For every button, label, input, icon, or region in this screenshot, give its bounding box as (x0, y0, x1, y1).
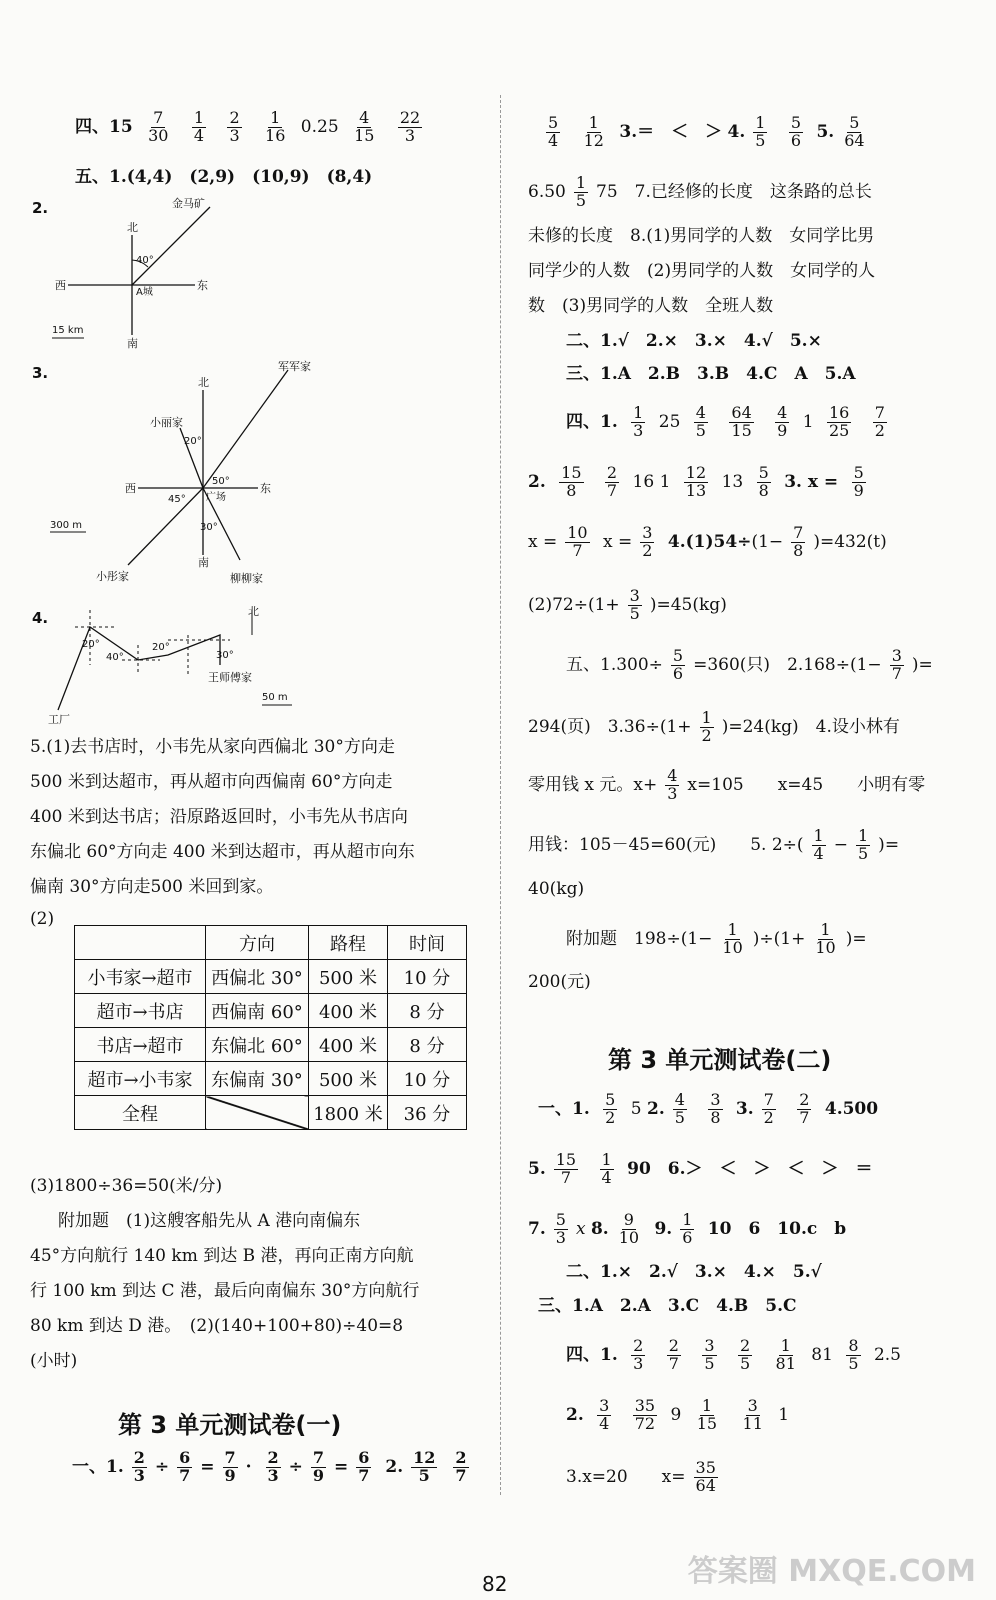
answer-t5: 三、1.A 2.A 3.C 4.B 5.C (538, 1296, 797, 1316)
svg-text:20°: 20° (184, 436, 202, 447)
svg-text:工厂: 工厂 (48, 713, 70, 725)
q5-part-2: (2) (30, 909, 55, 929)
svg-text:30°: 30° (216, 650, 234, 661)
svg-text:北: 北 (127, 221, 138, 234)
extra-line: 行 100 km 到达 C 港，最后向南偏东 30°方向航行 (30, 1281, 420, 1301)
answer-t1: 一、1. $\frac{5}{2}$ 5 2. $\frac{4}{5}$ $\frac{3}{8}$ 3. $\frac{7}{2}$ $\frac{2}{7}$ 4.500 (538, 1090, 879, 1127)
table-row: 超市→书店 西偏南 60° 400 米 8 分 (75, 994, 467, 1028)
svg-text:军军家: 军军家 (278, 360, 311, 373)
answer-s4-3: x = $\frac{10}{7}$ x = $\frac{3}{2}$ 4.(1)54÷(1− $\frac{7}{8}$ )=432(t) (528, 523, 887, 560)
extra-line: 附加题 (1)这艘客船先从 A 港向南偏东 (58, 1211, 361, 1231)
answer-first-line: 一、1. $\frac{2}{3}$ ÷ $\frac{6}{7}$ = $\frac{7}{9}$ · $\frac{2}{3}$ ÷ $\frac{7}{9}$ = $\frac{6}{7}$ 2. $\frac{12}{5}$ $\frac{2}{7}$ (72, 1448, 467, 1485)
svg-text:15 km: 15 km (52, 325, 84, 336)
svg-text:小彤家: 小彤家 (96, 570, 129, 583)
answer-q5-1: 五、1.(4,4) (2,9) (10,9) (8,4) (75, 167, 373, 187)
table-total-row: 全程 1800 米 36 分 (75, 1096, 467, 1130)
compass-diagram-2 (30, 195, 290, 355)
answer-t7: 2. $\frac{3}{4}$ $\frac{35}{72}$ 9 $\frac{1}{15}$ $\frac{3}{11}$ 1 (566, 1396, 790, 1433)
route-diagram-4 (30, 605, 330, 725)
q5-text-line: 5.(1)去书店时，小韦先从家向西偏北 30°方向走 (30, 737, 395, 757)
compass-diagram-3 (30, 360, 370, 590)
svg-text:4.: 4. (32, 609, 49, 627)
watermark: 答案圈 MXQE.COM (687, 1554, 976, 1589)
svg-text:东: 东 (197, 279, 208, 292)
svg-text:300 m: 300 m (50, 520, 83, 531)
svg-text:东: 东 (260, 482, 271, 495)
svg-text:20°: 20° (82, 639, 100, 650)
answer-extra: 附加题 198÷(1− $\frac{1}{10}$ )÷(1+ $\frac{1}{10}$ )= (566, 920, 867, 957)
answer-s4-4: (2)72÷(1+ $\frac{3}{5}$ )=45(kg) (528, 586, 727, 623)
svg-text:柳柳家: 柳柳家 (230, 572, 263, 585)
answer-t6: 四、1. $\frac{2}{3}$ $\frac{2}{7}$ $\frac{3}{5}$ $\frac{2}{5}$ $\frac{1}{81}$ 81 $\frac{8}{5}$ 2.5 (566, 1336, 901, 1373)
table-row: 小韦家→超市 西偏北 30° 500 米 10 分 (75, 960, 467, 994)
answer-text-line: 同学少的人数 (2)男同学的人数 女同学的人 (528, 261, 876, 281)
svg-text:南: 南 (198, 556, 209, 569)
svg-text:40°: 40° (106, 652, 124, 663)
answer-t8: 3.x=20 x= $\frac{35}{64}$ (566, 1458, 716, 1495)
svg-text:3.: 3. (32, 364, 49, 382)
answer-s5-3: 零用钱 x 元。x+ $\frac{4}{3}$ x=105 x=45 小明有零 (528, 766, 926, 803)
q5-part-3: (3)1800÷36=50(米/分) (30, 1176, 223, 1196)
answer-s5-1: 五、1.300÷ $\frac{5}{6}$ =360(只) 2.168÷(1− $\frac{3}{7}$ )= (566, 646, 933, 683)
diagram-2-number: 2. (32, 199, 49, 217)
answer-section-2: 二、1.√ 2.× 3.× 4.√ 5.× (566, 331, 822, 351)
extra-line: 80 km 到达 D 港。 (2)(140+100+80)÷40=8 (30, 1316, 404, 1336)
svg-text:西: 西 (125, 482, 136, 495)
section-heading-2: 第 3 单元测试卷(二) (608, 1046, 832, 1074)
svg-text:西: 西 (55, 279, 66, 292)
svg-text:50°: 50° (212, 476, 230, 487)
svg-text:20°: 20° (152, 642, 170, 653)
answer-s4-2: 2. $\frac{15}{8}$ $\frac{2}{7}$ 16 1 $\frac{12}{13}$ 13 $\frac{5}{8}$ 3. x = $\frac{5}{9}$ (528, 463, 864, 500)
answer-top-row: $\frac{5}{4}$ $\frac{1}{12}$ 3.＝ ＜ ＞ 4. $\frac{1}{5}$ $\frac{5}{6}$ 5. $\frac{5}{64}$ (548, 113, 865, 150)
svg-text:王师傅家: 王师傅家 (208, 671, 252, 684)
table-header-row: 方向 路程 时间 (75, 926, 467, 960)
svg-text:A城: A城 (136, 287, 153, 298)
answer-s5-4: 用钱：105－45=60(元) 5. 2÷( $\frac{1}{4}$ − $\frac{1}{5}$ )= (528, 826, 900, 863)
answer-q6: 6.50 $\frac{1}{5}$ 75 7.已经修的长度 这条路的总长 (528, 173, 872, 210)
svg-text:南: 南 (127, 337, 138, 350)
svg-text:广场: 广场 (206, 492, 226, 503)
extra-line: 45°方向航行 140 km 到达 B 港，再向正南方向航 (30, 1246, 414, 1266)
q5-text-line: 500 米到达超市，再从超市向西偏南 60°方向走 (30, 772, 393, 792)
svg-text:40°: 40° (136, 255, 154, 266)
svg-text:金马矿: 金马矿 (172, 197, 205, 210)
answer-section-3: 三、1.A 2.B 3.B 4.C A 5.A (566, 364, 856, 384)
answer-q4: 四、15 $\frac{7}{30}$ $\frac{1}{4}$ $\frac{2}{3}$ $\frac{1}{16}$ 0.25 $\frac{4}{15}$ $\frac{22}{3}$ (75, 108, 421, 145)
answer-s5-5: 40(kg) (528, 879, 585, 899)
column-divider (500, 95, 501, 1495)
answer-s5-2: 294(页) 3.36÷(1+ $\frac{1}{2}$ )=24(kg) 4.设小林有 (528, 708, 900, 745)
table-row: 超市→小韦家 东偏南 30° 500 米 10 分 (75, 1062, 467, 1096)
answer-text-line: 数 (3)男同学的人数 全班人数 (528, 296, 774, 316)
q5-text-line: 偏南 30°方向走500 米回到家。 (30, 877, 274, 897)
answer-t3: 7. $\frac{5}{3}$ x 8. $\frac{9}{10}$ 9. $\frac{1}{6}$ 10 6 10.c b (528, 1210, 847, 1247)
svg-text:小丽家: 小丽家 (150, 416, 183, 429)
section-heading-1: 第 3 单元测试卷(一) (118, 1411, 342, 1439)
svg-text:50 m: 50 m (262, 692, 288, 703)
extra-line: (小时) (30, 1351, 78, 1371)
answer-t4: 二、1.× 2.√ 3.× 4.× 5.√ (566, 1262, 822, 1282)
svg-text:北: 北 (198, 376, 209, 389)
answer-extra-result: 200(元) (528, 972, 591, 992)
answer-s4-1: 四、1. $\frac{1}{3}$ 25 $\frac{4}{5}$ $\frac{64}{15}$ $\frac{4}{9}$ 1 $\frac{16}{25}$ $\frac{7}{2}$ (566, 403, 885, 440)
svg-text:45°: 45° (168, 494, 186, 505)
page-number: 82 (482, 1572, 508, 1596)
q5-text-line: 400 米到达书店；沿原路返回时，小韦先从书店向 (30, 807, 408, 827)
table-row: 书店→超市 东偏北 60° 400 米 8 分 (75, 1028, 467, 1062)
answer-text-line: 未修的长度 8.(1)男同学的人数 女同学比男 (528, 226, 875, 246)
svg-text:北: 北 (248, 605, 259, 618)
svg-text:30°: 30° (200, 522, 218, 533)
q5-text-line: 东偏北 60°方向走 400 米到达超市，再从超市向东 (30, 842, 415, 862)
answer-t2: 5. $\frac{15}{7}$ $\frac{1}{4}$ 90 6.＞ ＜ ＞ ＜ ＞ ＝ (528, 1150, 873, 1187)
route-table (74, 925, 467, 1130)
